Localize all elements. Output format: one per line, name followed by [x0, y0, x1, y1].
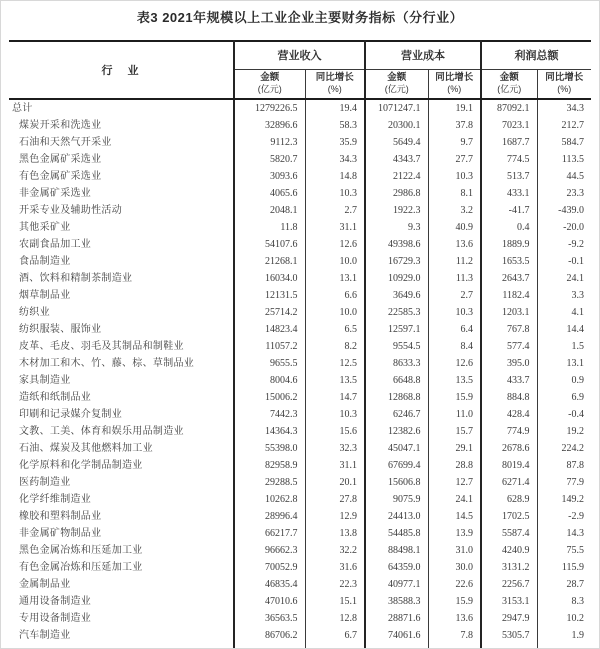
table-row	[9, 321, 591, 338]
industry-name-cell: 化学纤维制造业	[19, 494, 92, 505]
value-cell: 16034.0	[234, 270, 305, 287]
value-cell: 19.1	[428, 99, 481, 117]
industry-name-cell: 纺织业	[19, 307, 50, 318]
industry-name-cell: 专用设备制造业	[19, 613, 92, 624]
value-cell: 2122.4	[365, 168, 428, 185]
value-cell: 8019.4	[481, 457, 537, 474]
value-cell: 212.7	[537, 117, 591, 134]
value-cell: 19.2	[537, 423, 591, 440]
table-row	[9, 491, 591, 508]
value-cell: 8.4	[428, 338, 481, 355]
sub-header-cost-growth	[428, 69, 481, 99]
value-cell: 47010.6	[234, 593, 305, 610]
sub-header-label: 金额	[260, 72, 280, 84]
table-row	[9, 474, 591, 491]
value-cell: 7.8	[428, 627, 481, 644]
table-row-cutoff	[9, 644, 591, 649]
value-cell: 433.1	[481, 185, 537, 202]
value-cell: 13.9	[428, 525, 481, 542]
table-row	[9, 236, 591, 253]
value-cell: 13.1	[537, 355, 591, 372]
value-cell: 12.6	[428, 355, 481, 372]
value-cell: 5305.7	[481, 627, 537, 644]
value-cell: 1687.7	[481, 134, 537, 151]
value-cell: 82958.9	[234, 457, 305, 474]
value-cell: 8.2	[305, 338, 365, 355]
value-cell: 32896.6	[234, 117, 305, 134]
sub-header-revenue-growth	[305, 69, 365, 99]
value-cell: 40977.1	[365, 576, 428, 593]
value-cell: 6648.8	[365, 372, 428, 389]
column-group-operating-cost: 营业成本	[365, 41, 481, 69]
value-cell: 19.4	[305, 99, 365, 117]
value-cell: 5587.4	[481, 525, 537, 542]
table-row	[9, 287, 591, 304]
value-cell: 9.7	[428, 134, 481, 151]
industry-name-cell: 有色金属矿采选业	[19, 171, 102, 182]
value-cell: 86706.2	[234, 627, 305, 644]
value-cell: 10.3	[428, 304, 481, 321]
value-cell: 12.6	[305, 236, 365, 253]
table-header	[9, 41, 591, 99]
value-cell: 7442.3	[234, 406, 305, 423]
value-cell: 1653.5	[481, 253, 537, 270]
value-cell: 11.2	[428, 253, 481, 270]
table-row	[9, 457, 591, 474]
value-cell: 3649.6	[365, 287, 428, 304]
value-cell: 10.3	[305, 406, 365, 423]
value-cell: 113.5	[537, 151, 591, 168]
table-row	[9, 270, 591, 287]
value-cell: -0.4	[537, 406, 591, 423]
value-cell: 6.5	[305, 321, 365, 338]
value-cell: 55398.0	[234, 440, 305, 457]
table-body	[9, 99, 591, 649]
value-cell: 31.1	[305, 219, 365, 236]
value-cell: 6.7	[305, 627, 365, 644]
value-cell: -2.9	[537, 508, 591, 525]
table-row	[9, 389, 591, 406]
value-cell: 1279226.5	[234, 99, 305, 117]
sub-header-label: 同比增长	[435, 72, 474, 84]
value-cell: 54107.6	[234, 236, 305, 253]
value-cell: 29.1	[428, 440, 481, 457]
industry-name-cell	[9, 644, 234, 649]
industry-name-cell: 通用设备制造业	[19, 596, 92, 607]
value-cell: 49398.6	[365, 236, 428, 253]
value-cell: 34.3	[305, 151, 365, 168]
value-cell: 1.5	[537, 338, 591, 355]
value-cell: 2256.7	[481, 576, 537, 593]
value-cell: 40.9	[428, 219, 481, 236]
value-cell: 13.6	[428, 236, 481, 253]
value-cell: 34.3	[537, 99, 591, 117]
industry-name-cell: 石油、煤炭及其他燃料加工业	[19, 443, 153, 454]
value-cell: 22.6	[428, 576, 481, 593]
value-cell: 15.7	[428, 423, 481, 440]
column-group-total-profit: 利润总额	[481, 41, 591, 69]
value-cell: 10.3	[428, 168, 481, 185]
table-row	[9, 134, 591, 151]
table-row	[9, 525, 591, 542]
sub-header-unit: (%)	[447, 83, 462, 94]
value-cell: 12131.5	[234, 287, 305, 304]
table-row	[9, 304, 591, 321]
value-cell: 4065.6	[234, 185, 305, 202]
value-cell: 1203.1	[481, 304, 537, 321]
value-cell: 4.1	[537, 304, 591, 321]
table-row	[9, 406, 591, 423]
industry-name-cell: 石油和天然气开采业	[19, 137, 112, 148]
sub-header-unit: (亿元)	[384, 83, 409, 94]
sub-header-profit-growth	[537, 69, 591, 99]
industry-name-cell: 黑色金属冶炼和压延加工业	[19, 545, 143, 556]
value-cell: 4343.7	[365, 151, 428, 168]
value-cell: 27.7	[428, 151, 481, 168]
industry-name-cell: 非金属矿采选业	[19, 188, 92, 199]
value-cell: 46835.4	[234, 576, 305, 593]
value-cell: 24.1	[537, 270, 591, 287]
value-cell: 58.3	[305, 117, 365, 134]
value-cell: 23.3	[537, 185, 591, 202]
value-cell: 11.3	[428, 270, 481, 287]
table-row	[9, 542, 591, 559]
value-cell: 20.1	[305, 474, 365, 491]
value-cell: 1922.3	[365, 202, 428, 219]
value-cell: 30.0	[428, 559, 481, 576]
value-cell: 8.3	[537, 593, 591, 610]
value-cell: -439.0	[537, 202, 591, 219]
value-cell: 77.9	[537, 474, 591, 491]
value-cell: 37.8	[428, 117, 481, 134]
value-cell: 36563.5	[234, 610, 305, 627]
value-cell: 88498.1	[365, 542, 428, 559]
value-cell: 32.2	[305, 542, 365, 559]
value-cell: 14.4	[537, 321, 591, 338]
table-row	[9, 559, 591, 576]
value-cell: 27.8	[305, 491, 365, 508]
value-cell: 628.9	[481, 491, 537, 508]
value-cell: 31.6	[305, 559, 365, 576]
industry-name-cell: 食品制造业	[19, 256, 71, 267]
column-group-operating-revenue: 营业收入	[234, 41, 365, 69]
table-row	[9, 423, 591, 440]
value-cell: 2643.7	[481, 270, 537, 287]
value-cell: 87.8	[537, 457, 591, 474]
value-cell: 5649.4	[365, 134, 428, 151]
industry-name-cell: 木材加工和木、竹、藤、棕、草制品业	[19, 358, 195, 369]
value-cell: 2.7	[428, 287, 481, 304]
sub-header-profit-amount	[481, 69, 537, 99]
value-cell: 13.5	[428, 372, 481, 389]
value-cell: 2048.1	[234, 202, 305, 219]
table-row	[9, 355, 591, 372]
industry-name-cell: 造纸和纸制品业	[19, 392, 92, 403]
value-cell: 13.8	[305, 525, 365, 542]
value-cell: 12.5	[305, 355, 365, 372]
value-cell: 16729.3	[365, 253, 428, 270]
value-cell: 9655.5	[234, 355, 305, 372]
value-cell: 13.6	[428, 610, 481, 627]
industry-name-cell: 金属制品业	[19, 579, 71, 590]
industry-name-cell: 煤炭开采和洗选业	[19, 120, 102, 131]
value-cell: 87092.1	[481, 99, 537, 117]
value-cell: 0.9	[537, 372, 591, 389]
value-cell: 12.9	[305, 508, 365, 525]
value-cell: 3.3	[537, 287, 591, 304]
value-cell: 395.0	[481, 355, 537, 372]
sub-header-unit: (%)	[327, 83, 342, 94]
industry-name-cell: 印刷和记录媒介复制业	[19, 409, 122, 420]
table-row	[9, 168, 591, 185]
value-cell: 28.7	[537, 576, 591, 593]
value-cell: 24413.0	[365, 508, 428, 525]
value-cell: -41.7	[481, 202, 537, 219]
value-cell: 44.5	[537, 168, 591, 185]
value-cell: 13.5	[305, 372, 365, 389]
table-row-total	[9, 99, 591, 117]
value-cell: 38588.3	[365, 593, 428, 610]
value-cell: 224.2	[537, 440, 591, 457]
industry-name-cell: 总计	[12, 103, 33, 114]
sub-header-label: 金额	[499, 72, 519, 84]
value-cell: 14.3	[537, 525, 591, 542]
value-cell: 11057.2	[234, 338, 305, 355]
value-cell: 428.4	[481, 406, 537, 423]
value-cell: 21268.1	[234, 253, 305, 270]
value-cell: 14364.3	[234, 423, 305, 440]
value-cell: 12597.1	[365, 321, 428, 338]
industry-name-cell: 其他采矿业	[19, 222, 71, 233]
value-cell: 64359.0	[365, 559, 428, 576]
industry-name-cell: 开采专业及辅助性活动	[19, 205, 122, 216]
table-row	[9, 185, 591, 202]
sub-header-unit: (亿元)	[497, 83, 522, 94]
sub-header-label: 同比增长	[545, 72, 584, 84]
table-row	[9, 627, 591, 644]
value-cell	[305, 644, 365, 649]
value-cell: 70052.9	[234, 559, 305, 576]
value-cell: 6.4	[428, 321, 481, 338]
value-cell: 149.2	[537, 491, 591, 508]
value-cell: 15006.2	[234, 389, 305, 406]
value-cell: 8.1	[428, 185, 481, 202]
value-cell: 10262.8	[234, 491, 305, 508]
industry-name-cell: 文教、工美、体育和娱乐用品制造业	[19, 426, 184, 437]
value-cell: 28.8	[428, 457, 481, 474]
industry-name-cell: 酒、饮料和精制茶制造业	[19, 273, 133, 284]
industry-name-cell: 医药制造业	[19, 477, 71, 488]
value-cell: 9112.3	[234, 134, 305, 151]
value-cell: 75.5	[537, 542, 591, 559]
industry-name-cell: 非金属矿物制品业	[19, 528, 102, 539]
value-cell: 15.9	[428, 389, 481, 406]
value-cell	[481, 644, 537, 649]
value-cell	[428, 644, 481, 649]
sub-header-unit: (亿元)	[257, 83, 282, 94]
value-cell: -9.2	[537, 236, 591, 253]
value-cell: 7023.1	[481, 117, 537, 134]
table-row	[9, 440, 591, 457]
value-cell: 29288.5	[234, 474, 305, 491]
value-cell: 4240.9	[481, 542, 537, 559]
value-cell: 20300.1	[365, 117, 428, 134]
value-cell: 9554.5	[365, 338, 428, 355]
value-cell: 2678.6	[481, 440, 537, 457]
industry-name-cell: 化学原料和化学制品制造业	[19, 460, 143, 471]
value-cell: 774.5	[481, 151, 537, 168]
industry-name-cell: 皮革、毛皮、羽毛及其制品和制鞋业	[19, 341, 184, 352]
value-cell: 22585.3	[365, 304, 428, 321]
value-cell: -20.0	[537, 219, 591, 236]
table-row	[9, 508, 591, 525]
value-cell: 54485.8	[365, 525, 428, 542]
value-cell: 433.7	[481, 372, 537, 389]
value-cell: 74061.6	[365, 627, 428, 644]
value-cell: 96662.3	[234, 542, 305, 559]
value-cell: 10.0	[305, 253, 365, 270]
value-cell: 3093.6	[234, 168, 305, 185]
header-group-row	[9, 41, 591, 69]
value-cell: 10.0	[305, 304, 365, 321]
value-cell: -0.1	[537, 253, 591, 270]
sub-header-revenue-amount	[234, 69, 305, 99]
page-title: 表3 2021年规模以上工业企业主要财务指标（分行业）	[136, 10, 464, 25]
value-cell: 6.9	[537, 389, 591, 406]
value-cell: 1.9	[537, 627, 591, 644]
value-cell: 2986.8	[365, 185, 428, 202]
industry-name-cell: 家具制造业	[19, 375, 71, 386]
value-cell: 2947.9	[481, 610, 537, 627]
value-cell: 9075.9	[365, 491, 428, 508]
value-cell: 3.2	[428, 202, 481, 219]
value-cell: 12382.6	[365, 423, 428, 440]
industry-name-cell: 烟草制品业	[19, 290, 71, 301]
sub-header-label: 同比增长	[315, 72, 354, 84]
value-cell: 14.8	[305, 168, 365, 185]
industry-name-cell: 纺织服装、服饰业	[19, 324, 102, 335]
value-cell: 6246.7	[365, 406, 428, 423]
value-cell: 1702.5	[481, 508, 537, 525]
value-cell: 11.8	[234, 219, 305, 236]
sub-header-unit: (%)	[557, 83, 572, 94]
value-cell: 6271.4	[481, 474, 537, 491]
value-cell: 24.1	[428, 491, 481, 508]
financial-indicators-table	[9, 40, 591, 649]
value-cell: 8004.6	[234, 372, 305, 389]
sub-header-label: 金额	[387, 72, 407, 84]
table-row	[9, 576, 591, 593]
value-cell: 774.9	[481, 423, 537, 440]
value-cell: 31.0	[428, 542, 481, 559]
value-cell: 14823.4	[234, 321, 305, 338]
table-row	[9, 117, 591, 134]
value-cell: 3131.2	[481, 559, 537, 576]
value-cell: 584.7	[537, 134, 591, 151]
industry-name-cell: 橡胶和塑料制品业	[19, 511, 102, 522]
value-cell: 577.4	[481, 338, 537, 355]
value-cell: 15.9	[428, 593, 481, 610]
table-row	[9, 253, 591, 270]
value-cell: 15606.8	[365, 474, 428, 491]
value-cell: 12868.8	[365, 389, 428, 406]
value-cell	[365, 644, 428, 649]
table-row	[9, 151, 591, 168]
industry-name-cell: 汽车制造业	[19, 630, 71, 641]
value-cell: 12.8	[305, 610, 365, 627]
value-cell: 14.5	[428, 508, 481, 525]
table-row	[9, 372, 591, 389]
value-cell: 115.9	[537, 559, 591, 576]
value-cell: 31.1	[305, 457, 365, 474]
value-cell: 9.3	[365, 219, 428, 236]
industry-name-cell: 黑色金属矿采选业	[19, 154, 102, 165]
table-row	[9, 610, 591, 627]
value-cell: 3153.1	[481, 593, 537, 610]
value-cell: 15.6	[305, 423, 365, 440]
table-row	[9, 202, 591, 219]
value-cell: 5820.7	[234, 151, 305, 168]
value-cell: 884.8	[481, 389, 537, 406]
value-cell: 45047.1	[365, 440, 428, 457]
industry-name-cell: 有色金属冶炼和压延加工业	[19, 562, 143, 573]
value-cell: 35.9	[305, 134, 365, 151]
column-header-industry: 行 业	[9, 41, 234, 99]
table-row	[9, 593, 591, 610]
value-cell: 28871.6	[365, 610, 428, 627]
value-cell: 1071247.1	[365, 99, 428, 117]
value-cell: 12.7	[428, 474, 481, 491]
value-cell: 10929.0	[365, 270, 428, 287]
value-cell: 22.3	[305, 576, 365, 593]
value-cell: 25714.2	[234, 304, 305, 321]
value-cell: 513.7	[481, 168, 537, 185]
industry-name-cell: 农副食品加工业	[19, 239, 92, 250]
value-cell	[234, 644, 305, 649]
value-cell: 67699.4	[365, 457, 428, 474]
value-cell: 11.0	[428, 406, 481, 423]
value-cell: 6.6	[305, 287, 365, 304]
table-row	[9, 338, 591, 355]
table-row	[9, 219, 591, 236]
value-cell: 15.1	[305, 593, 365, 610]
value-cell: 1889.9	[481, 236, 537, 253]
value-cell	[537, 644, 591, 649]
sub-header-cost-amount	[365, 69, 428, 99]
value-cell: 32.3	[305, 440, 365, 457]
value-cell: 0.4	[481, 219, 537, 236]
value-cell: 10.2	[537, 610, 591, 627]
value-cell: 28996.4	[234, 508, 305, 525]
value-cell: 13.1	[305, 270, 365, 287]
value-cell: 2.7	[305, 202, 365, 219]
value-cell: 8633.3	[365, 355, 428, 372]
value-cell: 66217.7	[234, 525, 305, 542]
value-cell: 10.3	[305, 185, 365, 202]
value-cell: 767.8	[481, 321, 537, 338]
value-cell: 1182.4	[481, 287, 537, 304]
value-cell: 14.7	[305, 389, 365, 406]
